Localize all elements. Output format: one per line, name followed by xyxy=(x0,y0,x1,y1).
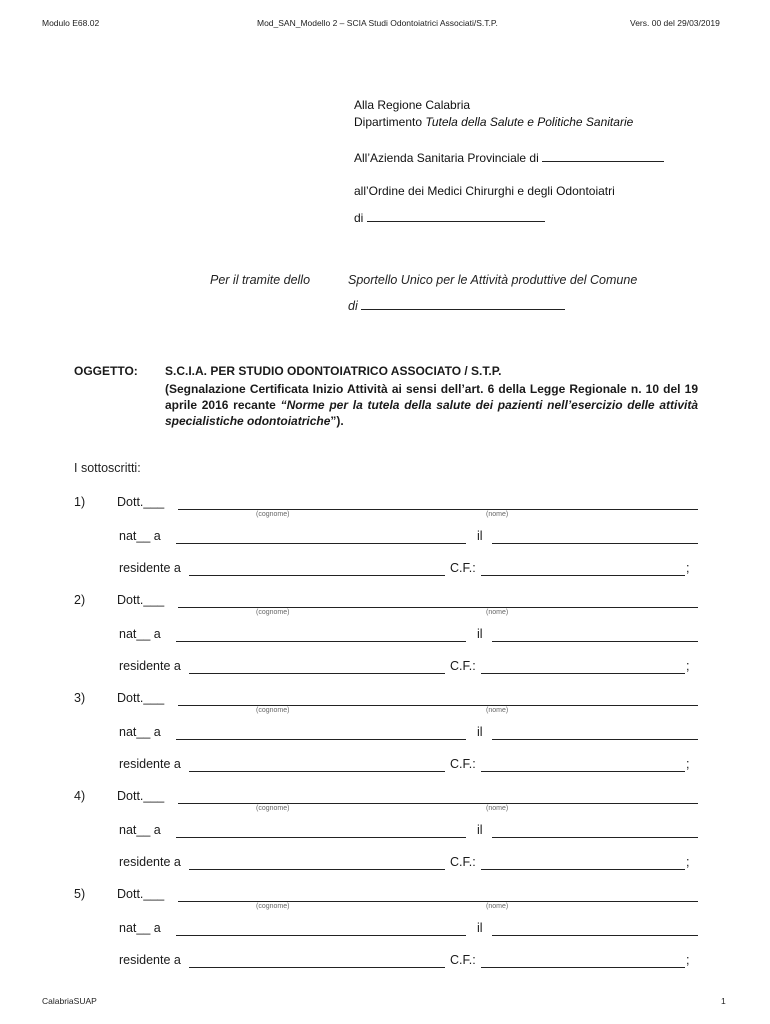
nato-label: nat__ a xyxy=(119,627,161,641)
residenza-field[interactable] xyxy=(189,869,445,870)
cf-label: C.F.: xyxy=(450,561,476,575)
person-number: 3) xyxy=(74,691,86,705)
dott-label: Dott.___ xyxy=(117,495,165,509)
residente-label: residente a xyxy=(119,855,181,869)
il-label: il xyxy=(477,725,483,739)
il-label: il xyxy=(477,921,483,935)
data-nascita-field[interactable] xyxy=(492,935,698,936)
dott-label: Dott.___ xyxy=(117,789,165,803)
codice-fiscale-field[interactable] xyxy=(481,673,685,674)
codice-fiscale-field[interactable] xyxy=(481,771,685,772)
residente-label: residente a xyxy=(119,757,181,771)
il-label: il xyxy=(477,823,483,837)
oggetto-label: OGGETTO: xyxy=(74,364,138,378)
data-nascita-field[interactable] xyxy=(492,739,698,740)
asp-label: All’Azienda Sanitaria Provinciale di xyxy=(354,151,539,165)
person-block-1 xyxy=(0,495,770,585)
luogo-nascita-field[interactable] xyxy=(176,739,466,740)
header-form-title: Mod_SAN_Modello 2 – SCIA Studi Odontoiatrici Associati/S.T.P. xyxy=(257,18,498,28)
addressee-dipartimento xyxy=(354,115,633,129)
nato-label: nat__ a xyxy=(119,823,161,837)
footer-brand: CalabriaSUAP xyxy=(42,996,97,1006)
addressee-ordine-di xyxy=(354,210,545,225)
line-end-semicolon: ; xyxy=(686,953,690,967)
line-end-semicolon: ; xyxy=(686,659,690,673)
addressee-asp xyxy=(354,150,664,165)
person-block-5 xyxy=(0,887,770,977)
cognome-hint: (cognome) xyxy=(256,707,290,714)
sportello-label: Sportello Unico per le Attività produttive del Comune xyxy=(348,273,638,287)
cognome-hint: (cognome) xyxy=(256,903,290,910)
dipartimento-name: Tutela della Salute e Politiche Sanitarie xyxy=(425,115,634,129)
nome-hint: (nome) xyxy=(486,903,509,910)
oggetto-title: S.C.I.A. PER STUDIO ODONTOIATRICO ASSOCIATO / S.T.P. xyxy=(165,364,502,378)
cognome-hint: (cognome) xyxy=(256,609,290,616)
residente-label: residente a xyxy=(119,561,181,575)
person-block-4 xyxy=(0,789,770,879)
data-nascita-field[interactable] xyxy=(492,837,698,838)
header-form-code: Modulo E68.02 xyxy=(42,18,100,28)
residente-label: residente a xyxy=(119,659,181,673)
dipartimento-prefix: Dipartimento xyxy=(354,115,426,129)
cognome-nome-field[interactable] xyxy=(178,607,698,608)
il-label: il xyxy=(477,529,483,543)
oggetto-body-law-title: “Norme per la tutela della salute dei pazienti nell’esercizio delle attività specialistiche odontoiatriche xyxy=(165,398,699,428)
cognome-hint: (cognome) xyxy=(256,805,290,812)
addressee-regione: Alla Regione Calabria xyxy=(354,98,471,112)
residenza-field[interactable] xyxy=(189,771,445,772)
codice-fiscale-field[interactable] xyxy=(481,869,685,870)
nato-label: nat__ a xyxy=(119,529,161,543)
asp-blank-field[interactable] xyxy=(542,150,664,162)
sottoscritti-label: I sottoscritti: xyxy=(74,461,141,475)
person-block-3 xyxy=(0,691,770,781)
dott-label: Dott.___ xyxy=(117,887,165,901)
cf-label: C.F.: xyxy=(450,659,476,673)
cf-label: C.F.: xyxy=(450,757,476,771)
line-end-semicolon: ; xyxy=(686,757,690,771)
person-number: 2) xyxy=(74,593,86,607)
data-nascita-field[interactable] xyxy=(492,543,698,544)
cf-label: C.F.: xyxy=(450,855,476,869)
luogo-nascita-field[interactable] xyxy=(176,641,466,642)
sportello-comune xyxy=(348,298,565,313)
cognome-nome-field[interactable] xyxy=(178,509,698,510)
codice-fiscale-field[interactable] xyxy=(481,575,685,576)
nome-hint: (nome) xyxy=(486,805,509,812)
residente-label: residente a xyxy=(119,953,181,967)
nome-hint: (nome) xyxy=(486,511,509,518)
sportello-di-label: di xyxy=(348,299,358,313)
residenza-field[interactable] xyxy=(189,967,445,968)
comune-blank-field[interactable] xyxy=(361,298,565,310)
line-end-semicolon: ; xyxy=(686,561,690,575)
residenza-field[interactable] xyxy=(189,673,445,674)
nato-label: nat__ a xyxy=(119,921,161,935)
nato-label: nat__ a xyxy=(119,725,161,739)
luogo-nascita-field[interactable] xyxy=(176,543,466,544)
oggetto-body-end: ”). xyxy=(330,414,344,428)
cognome-nome-field[interactable] xyxy=(178,803,698,804)
nome-hint: (nome) xyxy=(486,707,509,714)
oggetto-body xyxy=(165,381,698,429)
person-number: 1) xyxy=(74,495,86,509)
line-end-semicolon: ; xyxy=(686,855,690,869)
codice-fiscale-field[interactable] xyxy=(481,967,685,968)
il-label: il xyxy=(477,627,483,641)
page-number: 1 xyxy=(721,996,726,1006)
dott-label: Dott.___ xyxy=(117,691,165,705)
cf-label: C.F.: xyxy=(450,953,476,967)
data-nascita-field[interactable] xyxy=(492,641,698,642)
person-number: 5) xyxy=(74,887,86,901)
oggetto-body-start: (Segnalazione Certificata Inizio Attività ai sensi dell’art. 6 della Legge Regionale n. 10 del 19 aprile 2016 recante xyxy=(165,382,698,412)
tramite-label: Per il tramite dello xyxy=(210,273,311,287)
ordine-di-blank-field[interactable] xyxy=(367,210,545,222)
person-block-2 xyxy=(0,593,770,683)
person-number: 4) xyxy=(74,789,86,803)
residenza-field[interactable] xyxy=(189,575,445,576)
addressee-ordine: all’Ordine dei Medici Chirurghi e degli Odontoiatri xyxy=(354,184,615,198)
nome-hint: (nome) xyxy=(486,609,509,616)
cognome-hint: (cognome) xyxy=(256,511,290,518)
header-version: Vers. 00 del 29/03/2019 xyxy=(630,18,720,28)
cognome-nome-field[interactable] xyxy=(178,705,698,706)
luogo-nascita-field[interactable] xyxy=(176,935,466,936)
cognome-nome-field[interactable] xyxy=(178,901,698,902)
luogo-nascita-field[interactable] xyxy=(176,837,466,838)
ordine-di-label: di xyxy=(354,211,364,225)
dott-label: Dott.___ xyxy=(117,593,165,607)
